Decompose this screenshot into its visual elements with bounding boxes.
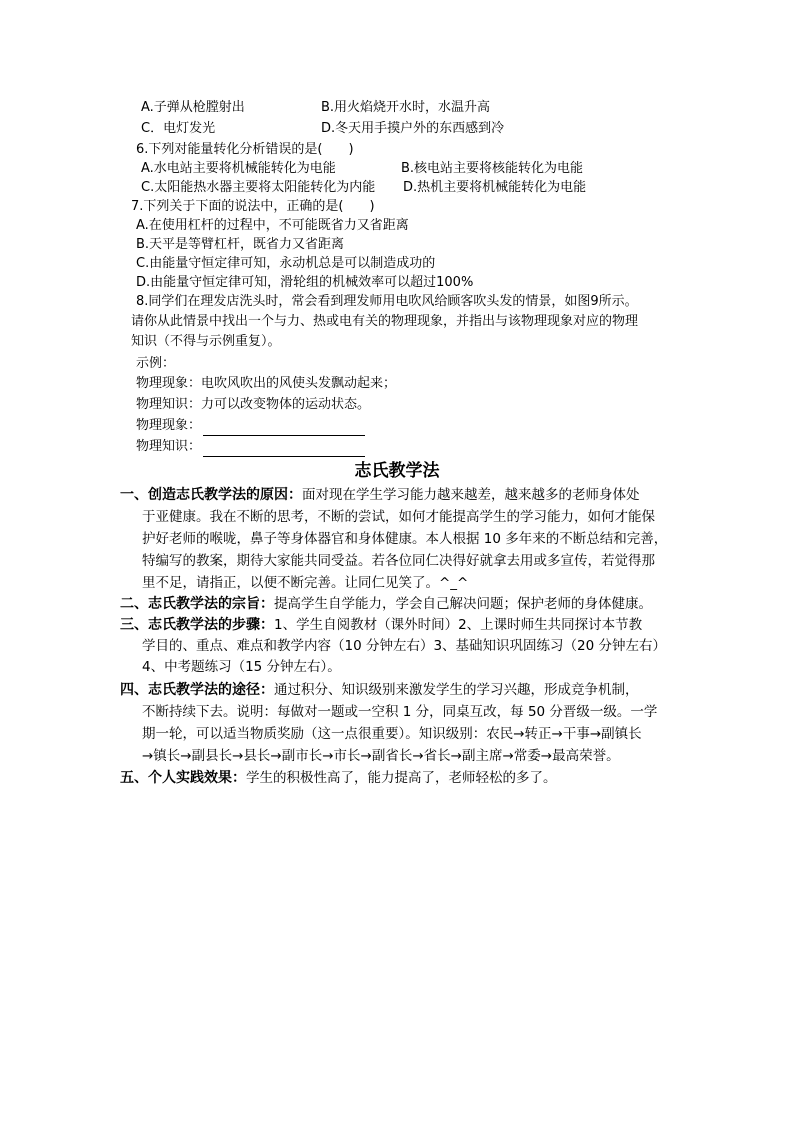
section-1-text-1: 面对现在学生学习能力越来越差，越来越多的老师身体处 (302, 487, 640, 503)
q7-stem: 7.下列关于下面的说法中，正确的是( ) (131, 199, 375, 214)
q6-option-c: C.太阳能热水器主要将太阳能转化为内能 (141, 180, 376, 195)
section-4-heading: 四、志氏教学法的途径： (120, 682, 274, 698)
q7-option-d: D.由能量守恒定律可知，滑轮组的机械效率可以超过100% (136, 275, 474, 290)
q7-option-a: A.在使用杠杆的过程中，不可能既省力又省距离 (136, 218, 409, 233)
q5-option-c: C．电灯发光 (141, 121, 216, 136)
method-title: 志氏教学法 (354, 461, 440, 481)
q5-option-row-2 (141, 119, 505, 139)
q6-option-d: D.热机主要将机械能转化为电能 (403, 180, 587, 195)
q7-option-b: B.天平是等臂杠杆，既省力又省距离 (136, 237, 345, 252)
section-2-heading: 二、志氏教学法的宗旨： (120, 596, 274, 612)
q6-option-a: A.水电站主要将机械能转化为电能 (141, 161, 336, 176)
section-1-line-1 (120, 485, 640, 506)
section-1-heading: 一、创造志氏教学法的原因： (120, 487, 302, 503)
section-1-text-2: 于亚健康。我在不断的思考，不断的尝试，如何才能提高学生的学习能力，如何才能保 (142, 509, 655, 525)
q8-phenomenon-label: 物理现象： (136, 418, 202, 433)
section-4-text-2: 不断持续下去。说明：每做对一题或一空积 1 分，同桌互改，每 50 分晋级一级。一学 (142, 704, 658, 720)
q8-stem-line-1: 8.同学们在理发店洗头时，常会看到理发师用电吹风给顾客吹头发的情景，如图9所示。 (136, 294, 638, 309)
q8-knowledge-blank[interactable] (203, 442, 365, 457)
section-1-text-4: 特编写的教案，期待大家能共同受益。若各位同仁决得好就拿去用或多宣传，若觉得那 (142, 553, 655, 569)
q8-example-knowledge: 物理知识：力可以改变物体的运动状态。 (136, 397, 371, 412)
section-2-text-1: 提高学生自学能力，学会自己解决问题；保护老师的身体健康。 (274, 596, 652, 612)
section-5-heading: 五、个人实践效果： (120, 770, 246, 786)
section-3-text-2: 学目的、重点、难点和教学内容（10 分钟左右）3、基础知识巩固练习（20 分钟左右） (142, 638, 667, 654)
q5-option-d: D.冬天用手摸户外的东西感到冷 (321, 121, 505, 136)
section-3-text-3: 4、中考题练习（15 分钟左右）。 (142, 659, 341, 675)
q6-option-row-1 (141, 159, 584, 179)
section-4-text-1: 通过积分、知识级别来激发学生的学习兴趣，形成竞争机制， (274, 682, 639, 698)
q6-option-row-2 (141, 178, 587, 198)
section-5-text-1: 学生的积极性高了，能力提高了，老师轻松的多了。 (246, 770, 557, 786)
section-4-text-3: 期一轮，可以适当物质奖励（这一点很重要）。知识级别：农民→转正→干事→副镇长 (142, 726, 642, 742)
section-4-line-1 (120, 680, 639, 701)
section-3-heading: 三、志氏教学法的步骤： (120, 617, 274, 633)
q6-option-b: B.核电站主要将核能转化为电能 (401, 161, 584, 176)
q7-option-c: C.由能量守恒定律可知，永动机总是可以制造成功的 (136, 256, 436, 271)
section-2-line-1 (120, 594, 652, 615)
q8-knowledge-label: 物理知识： (136, 439, 202, 454)
q8-phenomenon-answer (136, 416, 365, 436)
section-3-text-1: 1、学生自阅教材（课外时间）2、上课时师生共同探讨本节教 (274, 617, 643, 633)
q6-stem: 6.下列对能量转化分析错误的是( ) (136, 142, 354, 157)
q5-option-row-1 (141, 98, 491, 118)
section-5-line-1 (120, 768, 557, 789)
section-1-text-3: 护好老师的喉咙，鼻子等身体器官和身体健康。本人根据 10 多年来的不断总结和完善， (142, 531, 668, 547)
q8-knowledge-answer (136, 437, 365, 457)
section-1-text-5: 里不足，请指正，以便不断完善。让同仁见笑了。^_^ (142, 575, 469, 591)
q8-phenomenon-blank[interactable] (203, 421, 365, 436)
q5-option-b: B.用火焰烧开水时，水温升高 (321, 100, 491, 115)
q8-example-label: 示例： (136, 356, 176, 371)
section-4-text-4: →镇长→副县长→县长→副市长→市长→副省长→省长→副主席→常委→最高荣誉。 (142, 748, 620, 764)
q8-stem-line-2: 请你从此情景中找出一个与力、热或电有关的物理现象，并指出与该物理现象对应的物理 (131, 314, 639, 329)
q8-example-phenomenon: 物理现象：电吹风吹出的风使头发飘动起来； (136, 376, 397, 391)
q5-option-a: A.子弹从枪膛射出 (141, 100, 245, 115)
q8-stem-line-3: 知识（不得与示例重复）。 (131, 334, 281, 349)
section-3-line-1 (120, 615, 642, 636)
